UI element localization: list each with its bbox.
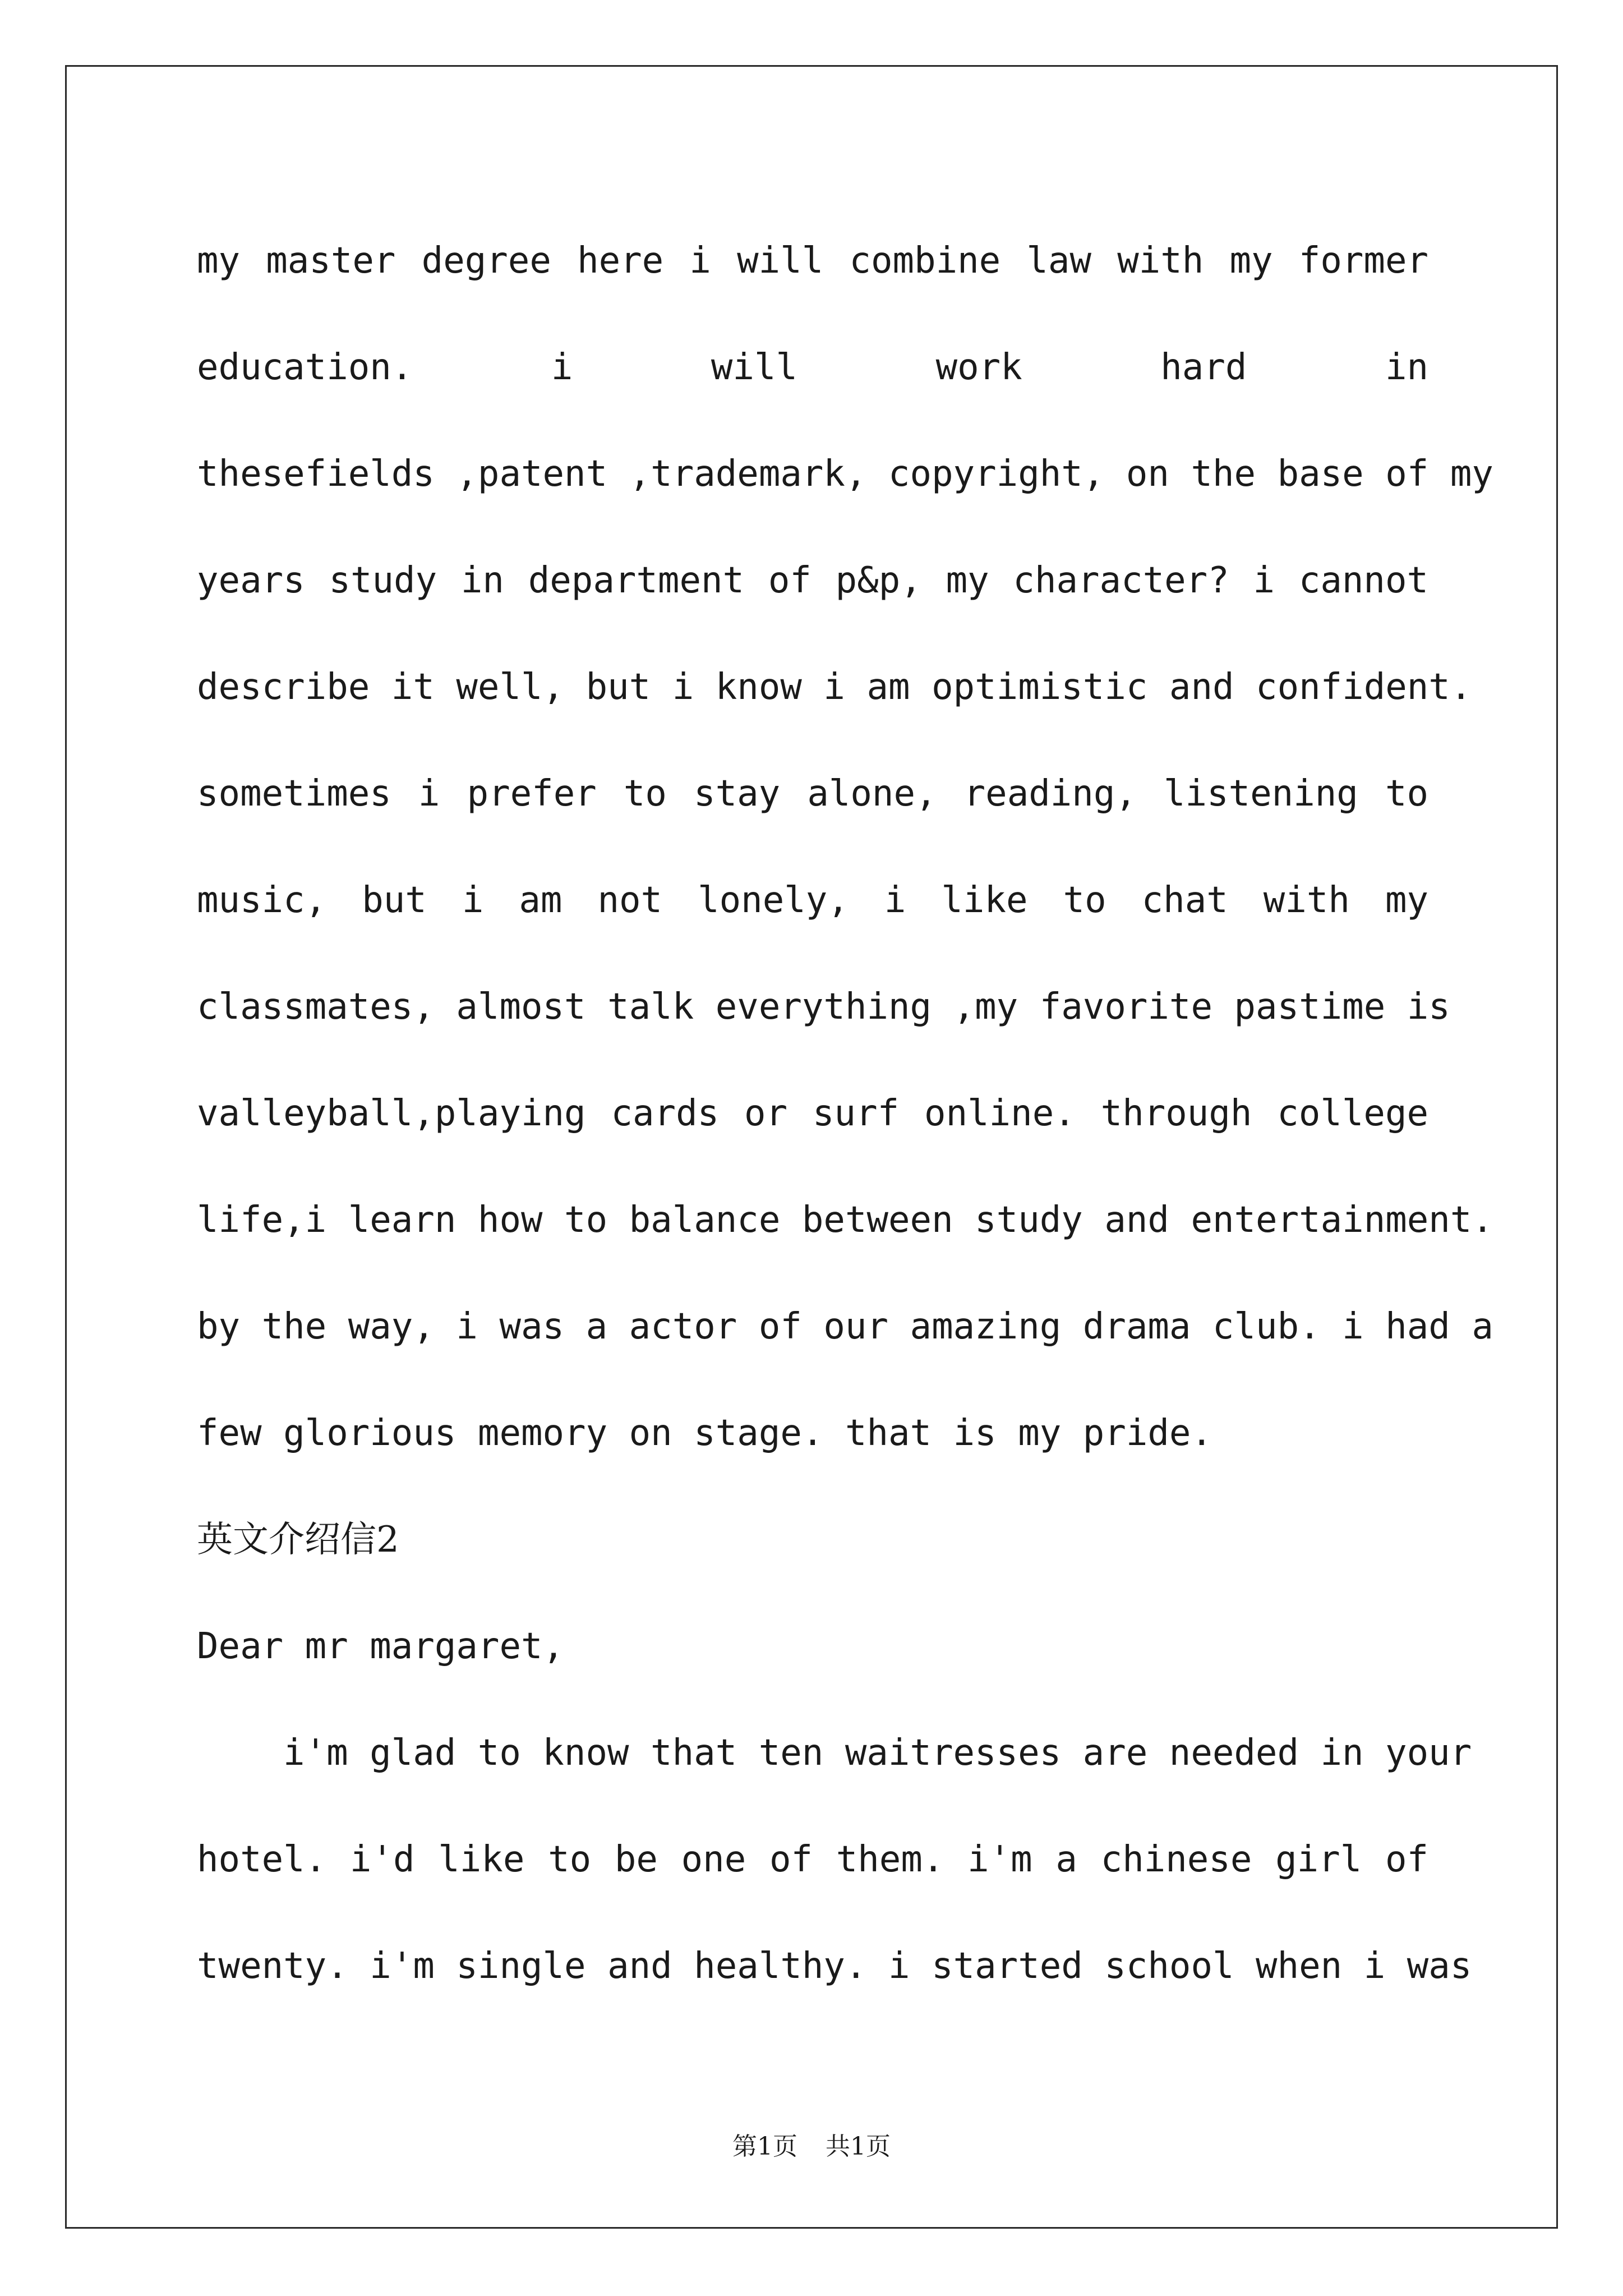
text-line: my master degree here i will combine law with my former [197,240,1428,282]
text-line: by the way, i was a actor of our amazing drama club. i had a [197,1306,1493,1347]
text-line: valleyball,playing cards or surf online. through college [197,1093,1428,1134]
page-number-current: 第1页 [732,2132,797,2161]
text-line: life,i learn how to balance between study and entertainment. [197,1199,1493,1241]
text-line: years study in department of p&p, my character? i cannot [197,560,1428,601]
text-line: describe it well, but i know i am optimistic and confident. [197,666,1472,708]
text-line: education. i will work hard in [197,347,1428,388]
text-line: classmates, almost talk everything ,my favorite pastime is [197,986,1450,1028]
page-footer [0,2126,1623,2162]
text-line: twenty. i'm single and healthy. i started school when i was [197,1945,1472,1987]
salutation: Dear mr margaret, [197,1626,565,1667]
document-body [197,208,1493,2019]
text-line: music, but i am not lonely, i like to chat with my [197,880,1428,921]
section-heading: 英文介绍信2 [197,1519,399,1561]
text-line: i'm glad to know that ten waitresses are needed in your [283,1732,1472,1774]
text-line: sometimes i prefer to stay alone, reading, listening to [197,773,1428,815]
text-line: few glorious memory on stage. that is my pride. [197,1412,1212,1454]
text-line: thesefields ,patent ,trademark, copyright, on the base of my [197,453,1493,495]
page-number-total: 共1页 [826,2132,891,2161]
text-line: hotel. i'd like to be one of them. i'm a chinese girl of [197,1839,1428,1880]
